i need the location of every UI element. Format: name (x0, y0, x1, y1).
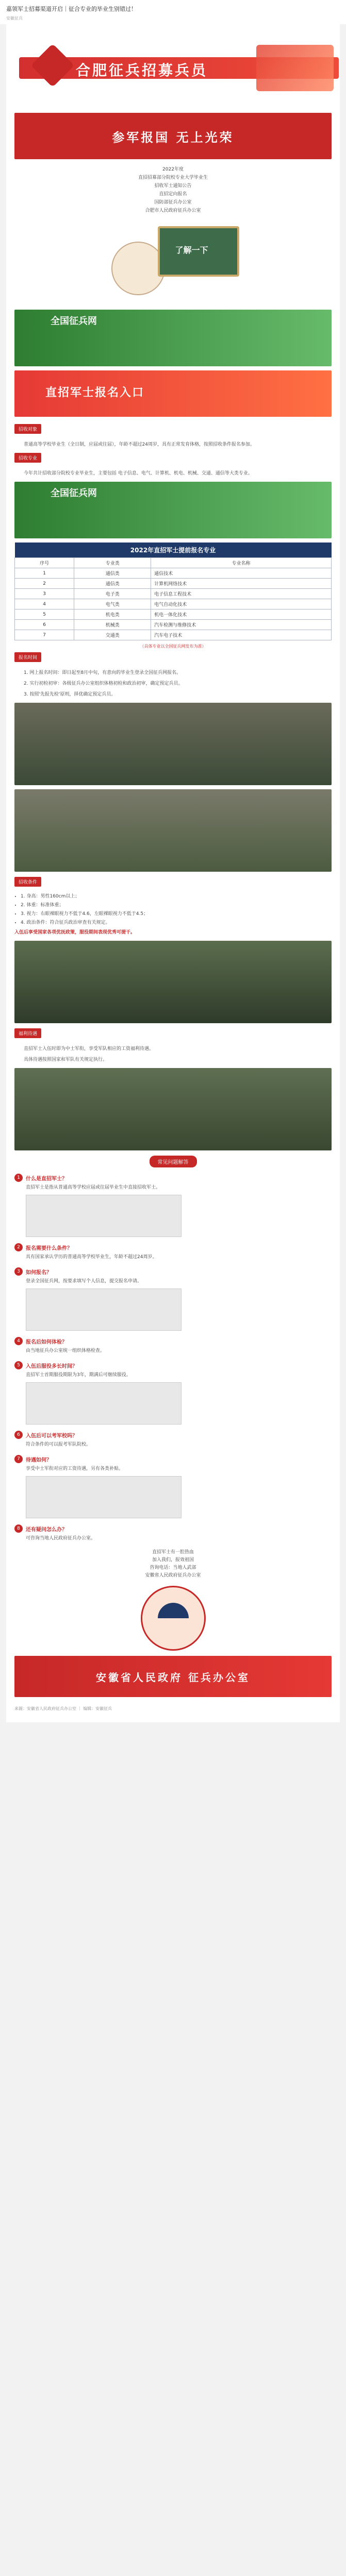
faq-question-text: 待遇如何？ (26, 1457, 52, 1463)
hero-graphic (19, 45, 339, 91)
table-cell: 交通类 (74, 630, 151, 640)
notice-line: 直招招募部分院校专业大学毕业生 (138, 175, 208, 180)
flag-ceremony-photo (14, 941, 332, 1023)
table-row (15, 620, 332, 630)
table-cell: 机电一体化技术 (151, 609, 332, 620)
faq-question (14, 1431, 332, 1439)
table-cell: 4 (15, 599, 74, 609)
faq-number-badge: 7 (14, 1455, 23, 1463)
table-cell: 计算机网络技术 (151, 579, 332, 589)
list-item: • 2. 体重：标准体重； (21, 902, 332, 909)
table-row (15, 568, 332, 579)
signup-label: 直招军士报名入口 (45, 386, 145, 399)
section-paragraph: 1. 网上报名时间：即日起至8月中旬，有意向的毕业生登录全国征兵网报名。 (24, 670, 182, 675)
section-paragraph: 3. 按照'先报先检'原则，择优确定预定兵员。 (24, 692, 116, 697)
faq-question (14, 1337, 332, 1345)
table-cell: 通信技术 (151, 568, 332, 579)
chalkboard (158, 226, 239, 277)
table-cell: 电子类 (74, 589, 151, 599)
faq-question-text: 报名后如何体检？ (26, 1339, 67, 1345)
section-tag-conditions: 招收条件 (14, 877, 41, 887)
faq-question-text: 如何报名？ (26, 1269, 52, 1276)
faq-title: 常见问题解答 (150, 1156, 197, 1167)
table-title: 2022年直招军士提前报名专业 (15, 543, 332, 558)
hero-banner (6, 24, 340, 101)
faq-number-badge: 2 (14, 1243, 23, 1251)
section-paragraph: 2. 实行初检初审：各级征兵办公室组织体格初检和政治初审，确定预定兵员。 (24, 681, 183, 686)
faq-answer: 可咨询当地人民政府征兵办公室。 (26, 1536, 96, 1541)
faq-answer: 登录全国征兵网，按要求填写个人信息，提交报名申请。 (26, 1279, 142, 1284)
section-paragraph: 直招军士入伍时即为中士军衔，享受军队相应的工资福利待遇。 (24, 1046, 154, 1052)
table-header: 专业类 (74, 558, 151, 568)
faq-screenshot (26, 1289, 182, 1331)
table-cell: 汽车检测与维修技术 (151, 620, 332, 630)
recruit-site-screenshot (14, 310, 332, 366)
notice-line: 2022年度 (162, 167, 184, 172)
table-row (15, 579, 332, 589)
article-title: 嘉领军士招募渠道开启｜征合专业的毕业生别错过！ (6, 6, 137, 12)
section-paragraph: 具体待遇按照国家和军队有关规定执行。 (24, 1057, 108, 1062)
article-meta[interactable]: 安徽征兵 (6, 16, 23, 21)
table-header: 序号 (15, 558, 74, 568)
faq-header (14, 1156, 332, 1167)
table-cell: 6 (15, 620, 74, 630)
signup-entry-screenshot (14, 370, 332, 417)
faq-answer: 具有国家承认学历的普通高等学校毕业生，年龄不超过24周岁。 (26, 1255, 157, 1260)
faq-question-text: 报名需要什么条件？ (26, 1245, 72, 1251)
faq-question (14, 1455, 332, 1463)
notice-line: 国防部征兵办公室 (154, 200, 192, 205)
section-tag-benefits: 福利待遇 (14, 1028, 41, 1038)
faq-answer: 享受中士军衔对应的工资待遇，另有各类补贴。 (26, 1466, 124, 1471)
table-cell: 通信类 (74, 579, 151, 589)
faq-number-badge: 4 (14, 1337, 23, 1345)
faq-question (14, 1267, 332, 1276)
faq-question-text: 还有疑问怎么办？ (26, 1527, 67, 1533)
contact-line: 加入我们，报效祖国 (152, 1557, 194, 1563)
notice-line: 招收军士通知公告 (154, 183, 192, 189)
soldier-image (256, 45, 334, 91)
contact-line: 咨询电话：当地人武部 (150, 1565, 196, 1570)
poster-banner: 参军报国 无上光荣 (14, 113, 332, 159)
faq-question (14, 1174, 332, 1182)
training-photo (14, 703, 332, 785)
section-paragraph: 今年共计招收部分院校专业毕业生，主要包括 电子信息、电气、计算机、机电、机械、交通、通信等大类专业。 (24, 471, 253, 476)
table-row (15, 599, 332, 609)
chalkboard-text: 了解一下 (175, 245, 208, 255)
contact-block (14, 1549, 332, 1580)
table-cell: 5 (15, 609, 74, 620)
faq-answer: 符合条件的可以报考军队院校。 (26, 1442, 91, 1447)
faq-answer: 直招军士是指从普通高等学校应届或往届毕业生中直接招收军士。 (26, 1185, 161, 1190)
notice-block (14, 165, 332, 215)
hero-text: 合肥征兵招募兵员 (76, 62, 208, 79)
faq-number-badge: 5 (14, 1361, 23, 1369)
footer-meta: 来源：安徽省人民政府征兵办公室 ｜ 编辑：安徽征兵 (14, 1706, 112, 1711)
table-cell: 1 (15, 568, 74, 579)
table-row (15, 630, 332, 640)
list-item: • 4. 政治条件：符合征兵政治审查有关规定。 (21, 919, 332, 927)
table-row (15, 609, 332, 620)
faq-number-badge: 6 (14, 1431, 23, 1439)
conditions-list (14, 893, 332, 927)
table-cell: 7 (15, 630, 74, 640)
list-item: • 3. 视力：右眼裸眼视力不低于4.6，左眼裸眼视力不低于4.5； (21, 910, 332, 918)
conditions-note: 入伍后享受国家各项优抚政策，服役期间表现优秀可提干。 (14, 930, 136, 935)
faq-question-text: 入伍后可以考军校吗？ (26, 1433, 77, 1439)
faq-question-text: 入伍后服役多长时间？ (26, 1363, 77, 1369)
faq-number-badge: 3 (14, 1267, 23, 1276)
notice-line: 直招定向报名 (159, 192, 187, 197)
faq-number-badge: 8 (14, 1524, 23, 1533)
table-header: 专业名称 (151, 558, 332, 568)
mascot-illustration (80, 221, 266, 303)
faq-list (14, 1174, 332, 1543)
table-cell: 电气类 (74, 599, 151, 609)
contact-line: 安徽省人民政府征兵办公室 (145, 1573, 201, 1578)
police-mascot (141, 1586, 206, 1651)
faq-question (14, 1524, 332, 1533)
table-cell: 电子信息工程技术 (151, 589, 332, 599)
faq-answer: 由当地征兵办公室统一组织体格检查。 (26, 1348, 105, 1353)
table-cell: 2 (15, 579, 74, 589)
faq-screenshot (26, 1382, 182, 1425)
faq-question (14, 1361, 332, 1369)
table-row (15, 589, 332, 599)
faq-screenshot (26, 1195, 182, 1237)
table-cell: 机电类 (74, 609, 151, 620)
content-card (6, 101, 340, 1722)
table-cell: 机械类 (74, 620, 151, 630)
faq-answer: 直招军士首期服役期限为3年，期满后可继续服役。 (26, 1372, 131, 1378)
site-label: 全国征兵网 (51, 488, 97, 499)
section-paragraph: 普通高等学校毕业生（全日制，应届或往届），年龄不超过24周岁，具有正常发育体格，按照招收条件报名参加。 (24, 442, 255, 447)
training-photo (14, 789, 332, 872)
faq-screenshot (26, 1476, 182, 1518)
table-caption: （具体专业以全国征兵网发布为准） (140, 644, 206, 649)
notice-line: 合肥市人民政府征兵办公室 (145, 208, 201, 213)
table-cell: 3 (15, 589, 74, 599)
section-tag-targets: 招收对象 (14, 424, 41, 434)
footer-banner: 安徽省人民政府 征兵办公室 (14, 1656, 332, 1697)
faq-number-badge: 1 (14, 1174, 23, 1182)
table-cell: 通信类 (74, 568, 151, 579)
table-cell: 汽车电子技术 (151, 630, 332, 640)
list-item: • 1. 身高：男性160cm以上； (21, 893, 332, 901)
star-icon (31, 44, 75, 88)
table-cell: 电气自动化技术 (151, 599, 332, 609)
site-label: 全国征兵网 (51, 316, 97, 327)
recruit-site-screenshot-2 (14, 482, 332, 538)
contact-line: 直招军士有一腔热血 (152, 1550, 194, 1555)
faq-question-text: 什么是直招军士？ (26, 1176, 67, 1182)
mascot-character (111, 242, 165, 295)
section-tag-majors: 招收专业 (14, 453, 41, 463)
article-header (0, 0, 346, 24)
faq-question (14, 1243, 332, 1251)
soldiers-photo (14, 1068, 332, 1150)
section-tag-time: 报名时间 (14, 652, 41, 662)
majors-table (14, 543, 332, 640)
